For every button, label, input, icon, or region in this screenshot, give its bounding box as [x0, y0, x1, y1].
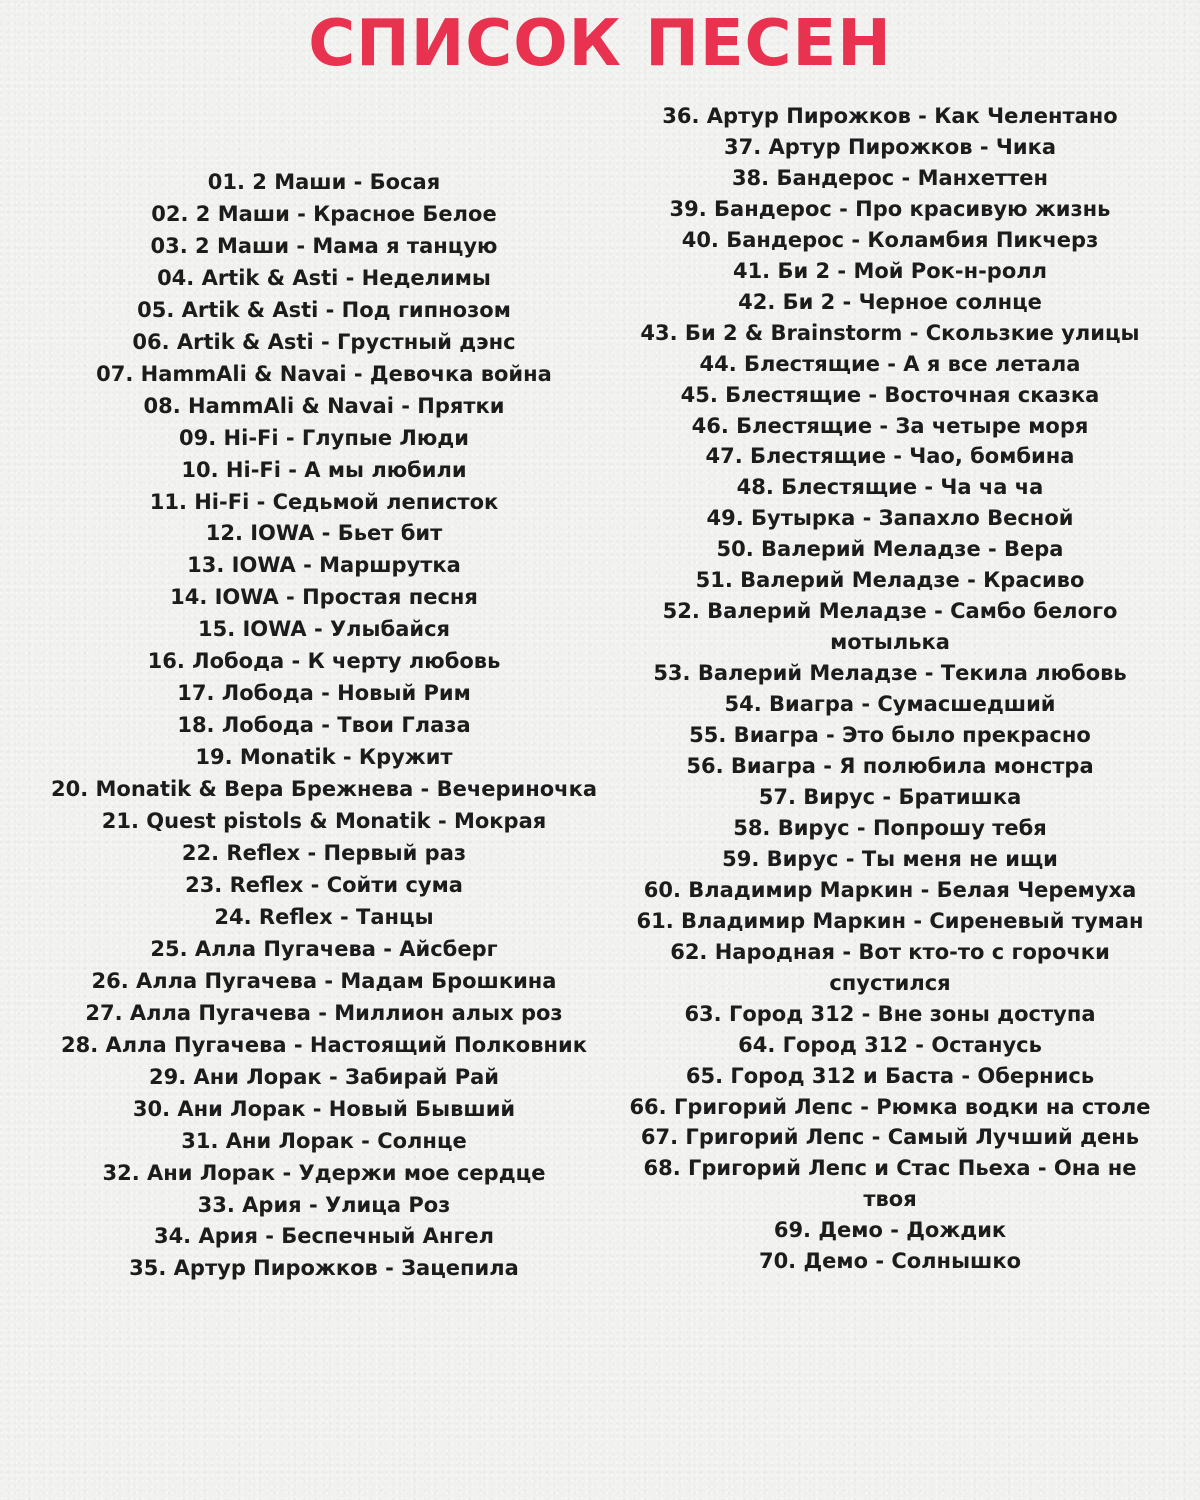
song-list-item: 54. Виагра - Сумасшедший	[724, 692, 1056, 717]
song-list-item: 69. Демо - Дождик	[773, 1218, 1007, 1243]
song-list-item: 66. Григорий Лепс - Рюмка водки на столе	[629, 1094, 1151, 1119]
song-list-item: 11. Hi-Fi - Седьмой леписток	[149, 489, 499, 514]
song-list-item: 06. Artik & Asti - Грустный дэнс	[132, 329, 516, 354]
song-list-item: 28. Алла Пугачева - Настоящий Полковник	[61, 1032, 587, 1057]
song-list-left	[40, 167, 608, 1285]
song-list-item: 27. Алла Пугачева - Миллион алых роз	[85, 1000, 563, 1025]
song-list-right	[620, 101, 1160, 1277]
song-list-item: 16. Лобода - К черту любовь	[147, 649, 501, 674]
song-list-item: 23. Reflex - Сойти сума	[185, 872, 463, 897]
song-list-item: 44. Блестящие - А я все летала	[699, 351, 1081, 376]
song-list-item: 18. Лобода - Твои Глаза	[177, 713, 471, 738]
song-list-item: 38. Бандерос - Манхеттен	[731, 165, 1049, 190]
song-list-item: 58. Вирус - Попрошу тебя	[733, 815, 1047, 840]
song-list-item: 22. Reflex - Первый раз	[181, 841, 467, 866]
song-list-item: 39. Бандерос - Про красивую жизнь	[669, 196, 1111, 221]
song-list-item: 43. Би 2 & Brainstorm - Скользкие улицы	[640, 320, 1140, 345]
song-list-item: 47. Блестящие - Чао, бомбина	[705, 444, 1075, 469]
song-list-item: 63. Город 312 - Вне зоны доступа	[684, 1001, 1096, 1026]
song-list-item: 26. Алла Пугачева - Мадам Брошкина	[91, 968, 557, 993]
song-list-item: 50. Валерий Меладзе - Вера	[716, 537, 1064, 562]
song-list-item: 31. Ани Лорак - Солнце	[181, 1128, 467, 1153]
song-list-item: 56. Виагра - Я полюбила монстра	[686, 754, 1094, 779]
song-list-item: 53. Валерий Меладзе - Текила любовь	[653, 661, 1127, 686]
song-list-item: 08. HammAli & Navai - Прятки	[143, 393, 505, 418]
song-list-item: 01. 2 Маши - Босая	[207, 170, 441, 194]
song-list-item: 09. Hi-Fi - Глупые Люди	[179, 425, 469, 450]
song-list-item: 07. HammAli & Navai - Девочка война	[96, 361, 552, 386]
song-list-item: 68. Григорий Лепс и Стас Пьеха - Она не твоя	[643, 1156, 1137, 1212]
song-list-item: 64. Город 312 - Останусь	[738, 1032, 1042, 1057]
song-list-item: 34. Ария - Беспечный Ангел	[153, 1224, 495, 1249]
song-list-item: 03. 2 Маши - Мама я танцую	[150, 233, 498, 258]
song-list-item: 20. Monatik & Вера Брежнева - Вечериночка	[50, 777, 598, 802]
song-list-item: 29. Ани Лорак - Забирай Рай	[149, 1064, 499, 1089]
song-list-item: 14. IOWA - Простая песня	[170, 585, 478, 610]
song-list-item: 59. Вирус - Ты меня не ищи	[722, 846, 1058, 871]
song-list-item: 30. Ани Лорак - Новый Бывший	[132, 1096, 516, 1121]
song-list-item: 19. Monatik - Кружит	[195, 745, 453, 770]
song-list-item: 04. Artik & Asti - Неделимы	[157, 265, 491, 290]
song-list-item: 15. IOWA - Улыбайся	[197, 617, 451, 642]
song-list-item: 17. Лобода - Новый Рим	[177, 681, 471, 706]
page-title: СПИСОК ПЕСЕН	[308, 7, 892, 81]
song-list-item: 62. Народная - Вот кто-то с горочки спустился	[670, 939, 1110, 995]
song-list-item: 55. Виагра - Это было прекрасно	[689, 723, 1091, 748]
song-list-item: 37. Артур Пирожков - Чика	[723, 134, 1057, 159]
song-list-item: 42. Би 2 - Черное солнце	[738, 289, 1042, 314]
song-list-item: 36. Артур Пирожков - Как Челентано	[662, 104, 1118, 128]
song-list-item: 13. IOWA - Маршрутка	[187, 553, 461, 578]
song-list-item: 35. Артур Пирожков - Зацепила	[129, 1256, 519, 1281]
song-list-item: 40. Бандерос - Коламбия Пикчерз	[681, 227, 1099, 252]
song-list-item: 49. Бутырка - Запахло Весной	[706, 506, 1074, 531]
song-list-item: 57. Вирус - Братишка	[758, 784, 1022, 809]
song-list-item: 61. Владимир Маркин - Сиреневый туман	[636, 908, 1144, 933]
song-list-item: 52. Валерий Меладзе - Самбо белого мотылька	[662, 599, 1118, 655]
song-list-item: 41. Би 2 - Мой Рок-н-ролл	[732, 258, 1048, 283]
song-list-item: 48. Блестящие - Ча ча ча	[736, 475, 1044, 500]
song-list-item: 60. Владимир Маркин - Белая Черемуха	[643, 877, 1137, 902]
song-list-item: 21. Quest pistols & Monatik - Мокрая	[101, 809, 547, 834]
song-list-item: 24. Reflex - Танцы	[214, 904, 434, 929]
song-list-item: 25. Алла Пугачева - Айсберг	[150, 936, 498, 961]
song-list-item: 45. Блестящие - Восточная сказка	[680, 382, 1100, 407]
song-list-item: 65. Город 312 и Баста - Обернись	[685, 1063, 1095, 1088]
song-list-item: 12. IOWA - Бьет бит	[205, 521, 443, 546]
song-list-item: 02. 2 Маши - Красное Белое	[151, 201, 497, 226]
song-list-item: 51. Валерий Меладзе - Красиво	[695, 568, 1085, 593]
song-list-item: 33. Ария - Улица Роз	[197, 1192, 451, 1217]
song-list-item: 10. Hi-Fi - А мы любили	[181, 457, 467, 482]
song-list-item: 46. Блестящие - За четыре моря	[691, 413, 1089, 438]
song-list-item: 67. Григорий Лепс - Самый Лучший день	[640, 1125, 1140, 1150]
song-list-item: 70. Демо - Солнышко	[758, 1249, 1022, 1274]
song-list-item: 05. Artik & Asti - Под гипнозом	[137, 297, 511, 322]
song-list-item: 32. Ани Лорак - Удержи мое сердце	[102, 1160, 546, 1185]
